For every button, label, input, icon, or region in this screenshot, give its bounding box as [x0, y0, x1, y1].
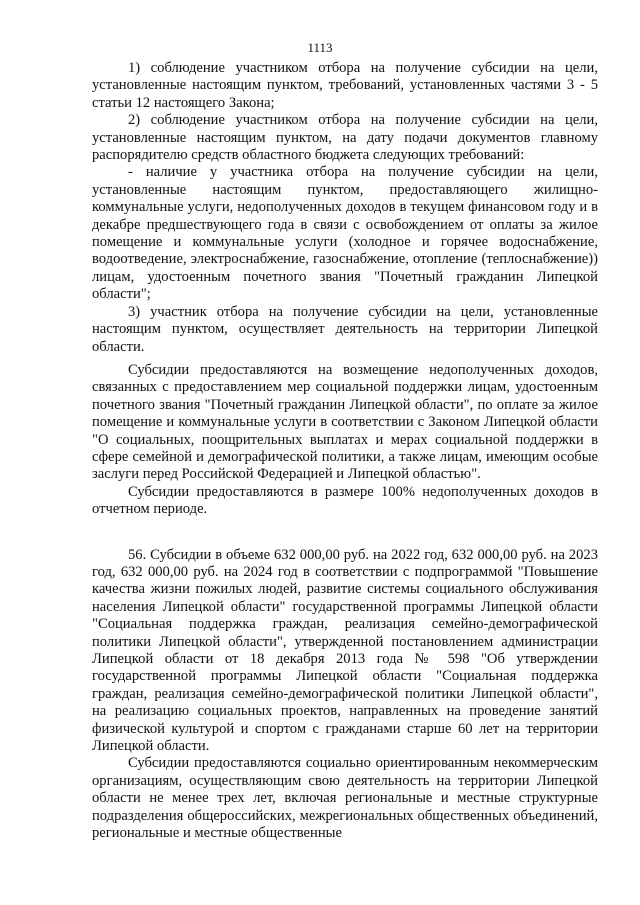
paragraph-requirement: - наличие у участника отбора на получение субсидии на цели, установленные настоящим пунктом, предоставляющего жилищно-коммунальные услуги, недополученных доходов в текущем финансовом году и в декабре предшествующего года в связи с освобождением от оплаты за жилое помещение и коммунальные услуги (холодное и горячее водоснабжение, водоотведение, электроснабжение, газоснабжение, отопление (теплоснабжение)) лицам, удостоенным почетного звания "Почетный гражданин Липецкой области";: [92, 164, 598, 303]
paragraph-condition-1: 1) соблюдение участником отбора на получение субсидии на цели, установленные настоящим пунктом, требований, установленных частями 3 - 5 статьи 12 настоящего Закона;: [92, 60, 598, 111]
paragraph-subsidy-amount: Субсидии предоставляются в размере 100% недополученных доходов в отчетном периоде.: [92, 483, 598, 518]
paragraph-condition-3: 3) участник отбора на получение субсидии на цели, установленные настоящим пунктом, осуществляет деятельность на территории Липецкой области.: [92, 303, 598, 355]
document-body: [92, 60, 598, 842]
paragraph-condition-2: 2) соблюдение участником отбора на получение субсидии на цели, установленные настоящим пунктом, на дату подачи документов главному распорядителю средств областного бюджета следующих требований:: [92, 112, 598, 164]
paragraph-recipients: Субсидии предоставляются социально ориентированным некоммерческим организациям, осуществляющим свою деятельность на территории Липецкой области не менее трех лет, включая региональные и местные структурные подразделения общероссийских, межрегиональных общественных объединений, региональные и местные общественные: [92, 755, 598, 842]
paragraph-subsidy-purpose: Субсидии предоставляются на возмещение недополученных доходов, связанных с предоставлением мер социальной поддержки лицам, удостоенным почетного звания "Почетный гражданин Липецкой области", по оплате за жилое помещение и коммунальные услуги в соответствии с Законом Липецкой области "О социальных, поощрительных выплатах и мерах социальной поддержки в сфере семейной и демографической политики, а также лицам, имеющим особые заслуги перед Российской Федерацией и Липецкой областью".: [92, 361, 598, 483]
paragraph-item-56: 56. Субсидии в объеме 632 000,00 руб. на 2022 год, 632 000,00 руб. на 2023 год, 632 000,00 руб. на 2024 год в соответствии с подпрограммой "Повышение качества жизни пожилых людей, развитие системы социального обслуживания населения Липецкой области" государственной программы Липецкой области "Социальная поддержка граждан, реализация семейно-демографической политики Липецкой области", утвержденной постановлением администрации Липецкой области от 18 декабря 2013 года № 598 "Об утверждении государственной программы Липецкой области "Социальная поддержка граждан, реализация семейно-демографической политики Липецкой области", на реализацию социальных проектов, направленных на проведение занятий физической культурой и спортом с гражданами старше 60 лет на территории Липецкой области.: [92, 546, 598, 755]
page-number: 1113: [307, 40, 333, 55]
